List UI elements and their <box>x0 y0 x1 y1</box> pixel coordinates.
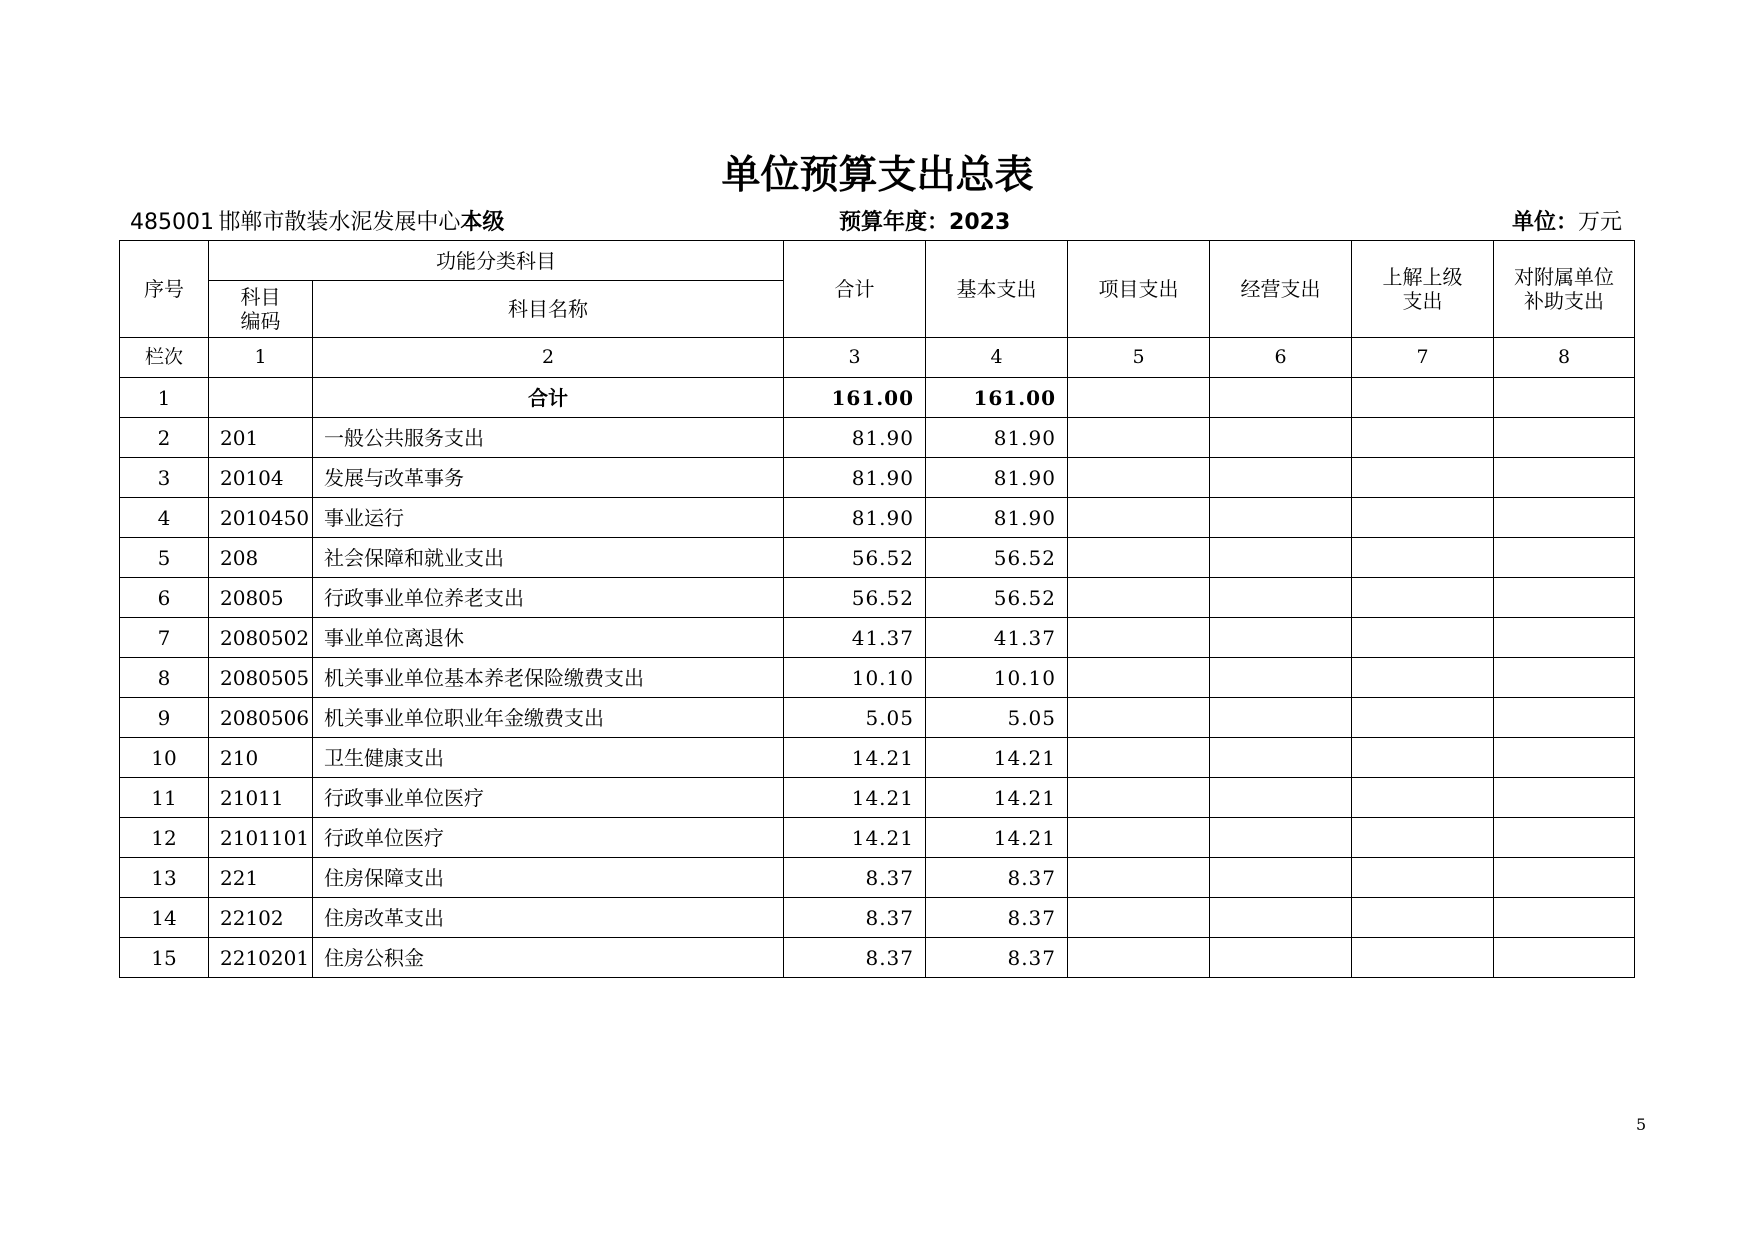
row-upper <box>1352 538 1494 578</box>
header-func-group: 功能分类科目 <box>209 241 784 281</box>
row-code: 2080506 <box>209 698 313 738</box>
row-upper <box>1352 498 1494 538</box>
table-row <box>120 698 1635 738</box>
unit-name: 邯郸市散装水泥发展中心 <box>218 210 461 235</box>
row-basic: 14.21 <box>926 738 1068 778</box>
row-business <box>1210 778 1352 818</box>
unit-level: 本级 <box>460 210 505 235</box>
table-row <box>120 378 1635 418</box>
row-basic: 56.52 <box>926 538 1068 578</box>
row-subsidy <box>1494 418 1635 458</box>
row-basic: 14.21 <box>926 818 1068 858</box>
row-total: 8.37 <box>784 898 926 938</box>
row-basic: 8.37 <box>926 938 1068 978</box>
row-code: 20104 <box>209 458 313 498</box>
row-name: 行政单位医疗 <box>313 818 784 858</box>
column-number-row <box>120 338 1635 378</box>
row-name: 行政事业单位养老支出 <box>313 578 784 618</box>
row-project <box>1068 858 1210 898</box>
row-name: 事业单位离退休 <box>313 618 784 658</box>
row-project <box>1068 778 1210 818</box>
row-project <box>1068 498 1210 538</box>
row-code: 2101101 <box>209 818 313 858</box>
unit-info <box>130 205 504 236</box>
row-seq: 5 <box>120 538 209 578</box>
table-row <box>120 538 1635 578</box>
row-name: 住房保障支出 <box>313 858 784 898</box>
row-upper <box>1352 418 1494 458</box>
row-upper <box>1352 578 1494 618</box>
table-row <box>120 818 1635 858</box>
row-seq: 9 <box>120 698 209 738</box>
row-name: 合计 <box>313 378 784 418</box>
row-business <box>1210 458 1352 498</box>
row-project <box>1068 738 1210 778</box>
row-subsidy <box>1494 378 1635 418</box>
table-row <box>120 738 1635 778</box>
row-upper <box>1352 938 1494 978</box>
row-name: 发展与改革事务 <box>313 458 784 498</box>
row-code: 208 <box>209 538 313 578</box>
row-project <box>1068 618 1210 658</box>
row-name: 机关事业单位职业年金缴费支出 <box>313 698 784 738</box>
row-business <box>1210 378 1352 418</box>
row-code: 22102 <box>209 898 313 938</box>
row-upper <box>1352 618 1494 658</box>
row-total: 5.05 <box>784 698 926 738</box>
row-project <box>1068 578 1210 618</box>
row-subsidy <box>1494 458 1635 498</box>
row-upper <box>1352 698 1494 738</box>
col-label: 栏次 <box>120 338 209 378</box>
col-num: 6 <box>1210 338 1352 378</box>
row-upper <box>1352 378 1494 418</box>
row-name: 机关事业单位基本养老保险缴费支出 <box>313 658 784 698</box>
row-business <box>1210 738 1352 778</box>
row-seq: 13 <box>120 858 209 898</box>
row-total: 81.90 <box>784 498 926 538</box>
year-label: 预算年度： <box>839 210 950 235</box>
row-business <box>1210 498 1352 538</box>
row-code: 2210201 <box>209 938 313 978</box>
year-value: 2023 <box>949 210 1011 235</box>
row-total: 81.90 <box>784 418 926 458</box>
row-business <box>1210 698 1352 738</box>
row-subsidy <box>1494 578 1635 618</box>
row-subsidy <box>1494 658 1635 698</box>
row-total: 56.52 <box>784 578 926 618</box>
currency-label: 单位： <box>1511 210 1578 235</box>
row-total: 8.37 <box>784 938 926 978</box>
header-upper: 上解上级 支出 <box>1352 241 1494 338</box>
row-basic: 8.37 <box>926 858 1068 898</box>
row-upper <box>1352 458 1494 498</box>
table-row <box>120 938 1635 978</box>
row-business <box>1210 538 1352 578</box>
col-num: 8 <box>1494 338 1635 378</box>
row-total: 14.21 <box>784 738 926 778</box>
row-business <box>1210 418 1352 458</box>
row-project <box>1068 458 1210 498</box>
row-basic: 56.52 <box>926 578 1068 618</box>
budget-year <box>839 205 1010 236</box>
row-project <box>1068 818 1210 858</box>
row-upper <box>1352 818 1494 858</box>
row-subsidy <box>1494 498 1635 538</box>
row-subsidy <box>1494 938 1635 978</box>
row-total: 10.10 <box>784 658 926 698</box>
header-name: 科目名称 <box>313 281 784 338</box>
row-total: 56.52 <box>784 538 926 578</box>
row-seq: 10 <box>120 738 209 778</box>
row-upper <box>1352 738 1494 778</box>
row-project <box>1068 378 1210 418</box>
table-row <box>120 658 1635 698</box>
header-project: 项目支出 <box>1068 241 1210 338</box>
col-num: 2 <box>313 338 784 378</box>
row-seq: 7 <box>120 618 209 658</box>
row-business <box>1210 818 1352 858</box>
row-subsidy <box>1494 738 1635 778</box>
row-project <box>1068 938 1210 978</box>
header-seq: 序号 <box>120 241 209 338</box>
col-num: 7 <box>1352 338 1494 378</box>
row-basic: 5.05 <box>926 698 1068 738</box>
row-seq: 3 <box>120 458 209 498</box>
row-name: 行政事业单位医疗 <box>313 778 784 818</box>
col-num: 3 <box>784 338 926 378</box>
currency-value: 万元 <box>1577 210 1622 235</box>
row-name: 卫生健康支出 <box>313 738 784 778</box>
row-business <box>1210 578 1352 618</box>
col-num: 4 <box>926 338 1068 378</box>
row-total: 41.37 <box>784 618 926 658</box>
row-upper <box>1352 898 1494 938</box>
row-basic: 81.90 <box>926 418 1068 458</box>
row-subsidy <box>1494 538 1635 578</box>
row-seq: 12 <box>120 818 209 858</box>
row-subsidy <box>1494 698 1635 738</box>
page-number: 5 <box>1636 1115 1647 1134</box>
row-seq: 4 <box>120 498 209 538</box>
row-name: 一般公共服务支出 <box>313 418 784 458</box>
row-basic: 8.37 <box>926 898 1068 938</box>
row-subsidy <box>1494 858 1635 898</box>
col-num: 5 <box>1068 338 1210 378</box>
currency-unit <box>1512 205 1622 236</box>
row-seq: 2 <box>120 418 209 458</box>
row-total: 14.21 <box>784 778 926 818</box>
row-basic: 161.00 <box>926 378 1068 418</box>
header-subsidy: 对附属单位 补助支出 <box>1494 241 1635 338</box>
row-project <box>1068 538 1210 578</box>
row-total: 14.21 <box>784 818 926 858</box>
row-basic: 81.90 <box>926 498 1068 538</box>
row-project <box>1068 658 1210 698</box>
table-row <box>120 618 1635 658</box>
row-upper <box>1352 858 1494 898</box>
header-code: 科目 编码 <box>209 281 313 338</box>
row-seq: 6 <box>120 578 209 618</box>
table-row <box>120 858 1635 898</box>
row-code: 201 <box>209 418 313 458</box>
row-project <box>1068 418 1210 458</box>
row-business <box>1210 618 1352 658</box>
row-name: 社会保障和就业支出 <box>313 538 784 578</box>
row-name: 住房改革支出 <box>313 898 784 938</box>
row-upper <box>1352 658 1494 698</box>
row-basic: 81.90 <box>926 458 1068 498</box>
row-code: 2080505 <box>209 658 313 698</box>
row-basic: 41.37 <box>926 618 1068 658</box>
header-total: 合计 <box>784 241 926 338</box>
row-name: 事业运行 <box>313 498 784 538</box>
row-project <box>1068 898 1210 938</box>
row-seq: 8 <box>120 658 209 698</box>
table-row <box>120 498 1635 538</box>
row-subsidy <box>1494 778 1635 818</box>
row-business <box>1210 938 1352 978</box>
row-basic: 14.21 <box>926 778 1068 818</box>
table-row <box>120 578 1635 618</box>
row-code: 210 <box>209 738 313 778</box>
row-subsidy <box>1494 618 1635 658</box>
header-basic: 基本支出 <box>926 241 1068 338</box>
table-row <box>120 778 1635 818</box>
row-business <box>1210 858 1352 898</box>
page-title: 单位预算支出总表 <box>721 153 1034 198</box>
row-total: 8.37 <box>784 858 926 898</box>
row-code: 2010450 <box>209 498 313 538</box>
row-seq: 15 <box>120 938 209 978</box>
row-basic: 10.10 <box>926 658 1068 698</box>
row-code: 2080502 <box>209 618 313 658</box>
table-row <box>120 458 1635 498</box>
row-code: 20805 <box>209 578 313 618</box>
row-name: 住房公积金 <box>313 938 784 978</box>
row-business <box>1210 658 1352 698</box>
row-seq: 1 <box>120 378 209 418</box>
row-total: 81.90 <box>784 458 926 498</box>
row-subsidy <box>1494 898 1635 938</box>
header-business: 经营支出 <box>1210 241 1352 338</box>
row-project <box>1068 698 1210 738</box>
row-seq: 11 <box>120 778 209 818</box>
row-subsidy <box>1494 818 1635 858</box>
row-upper <box>1352 778 1494 818</box>
row-business <box>1210 898 1352 938</box>
row-code <box>209 378 313 418</box>
row-code: 21011 <box>209 778 313 818</box>
unit-code: 485001 <box>130 210 214 235</box>
col-num: 1 <box>209 338 313 378</box>
row-code: 221 <box>209 858 313 898</box>
budget-table <box>119 240 1635 978</box>
table-row <box>120 898 1635 938</box>
row-seq: 14 <box>120 898 209 938</box>
table-row <box>120 418 1635 458</box>
row-total: 161.00 <box>784 378 926 418</box>
